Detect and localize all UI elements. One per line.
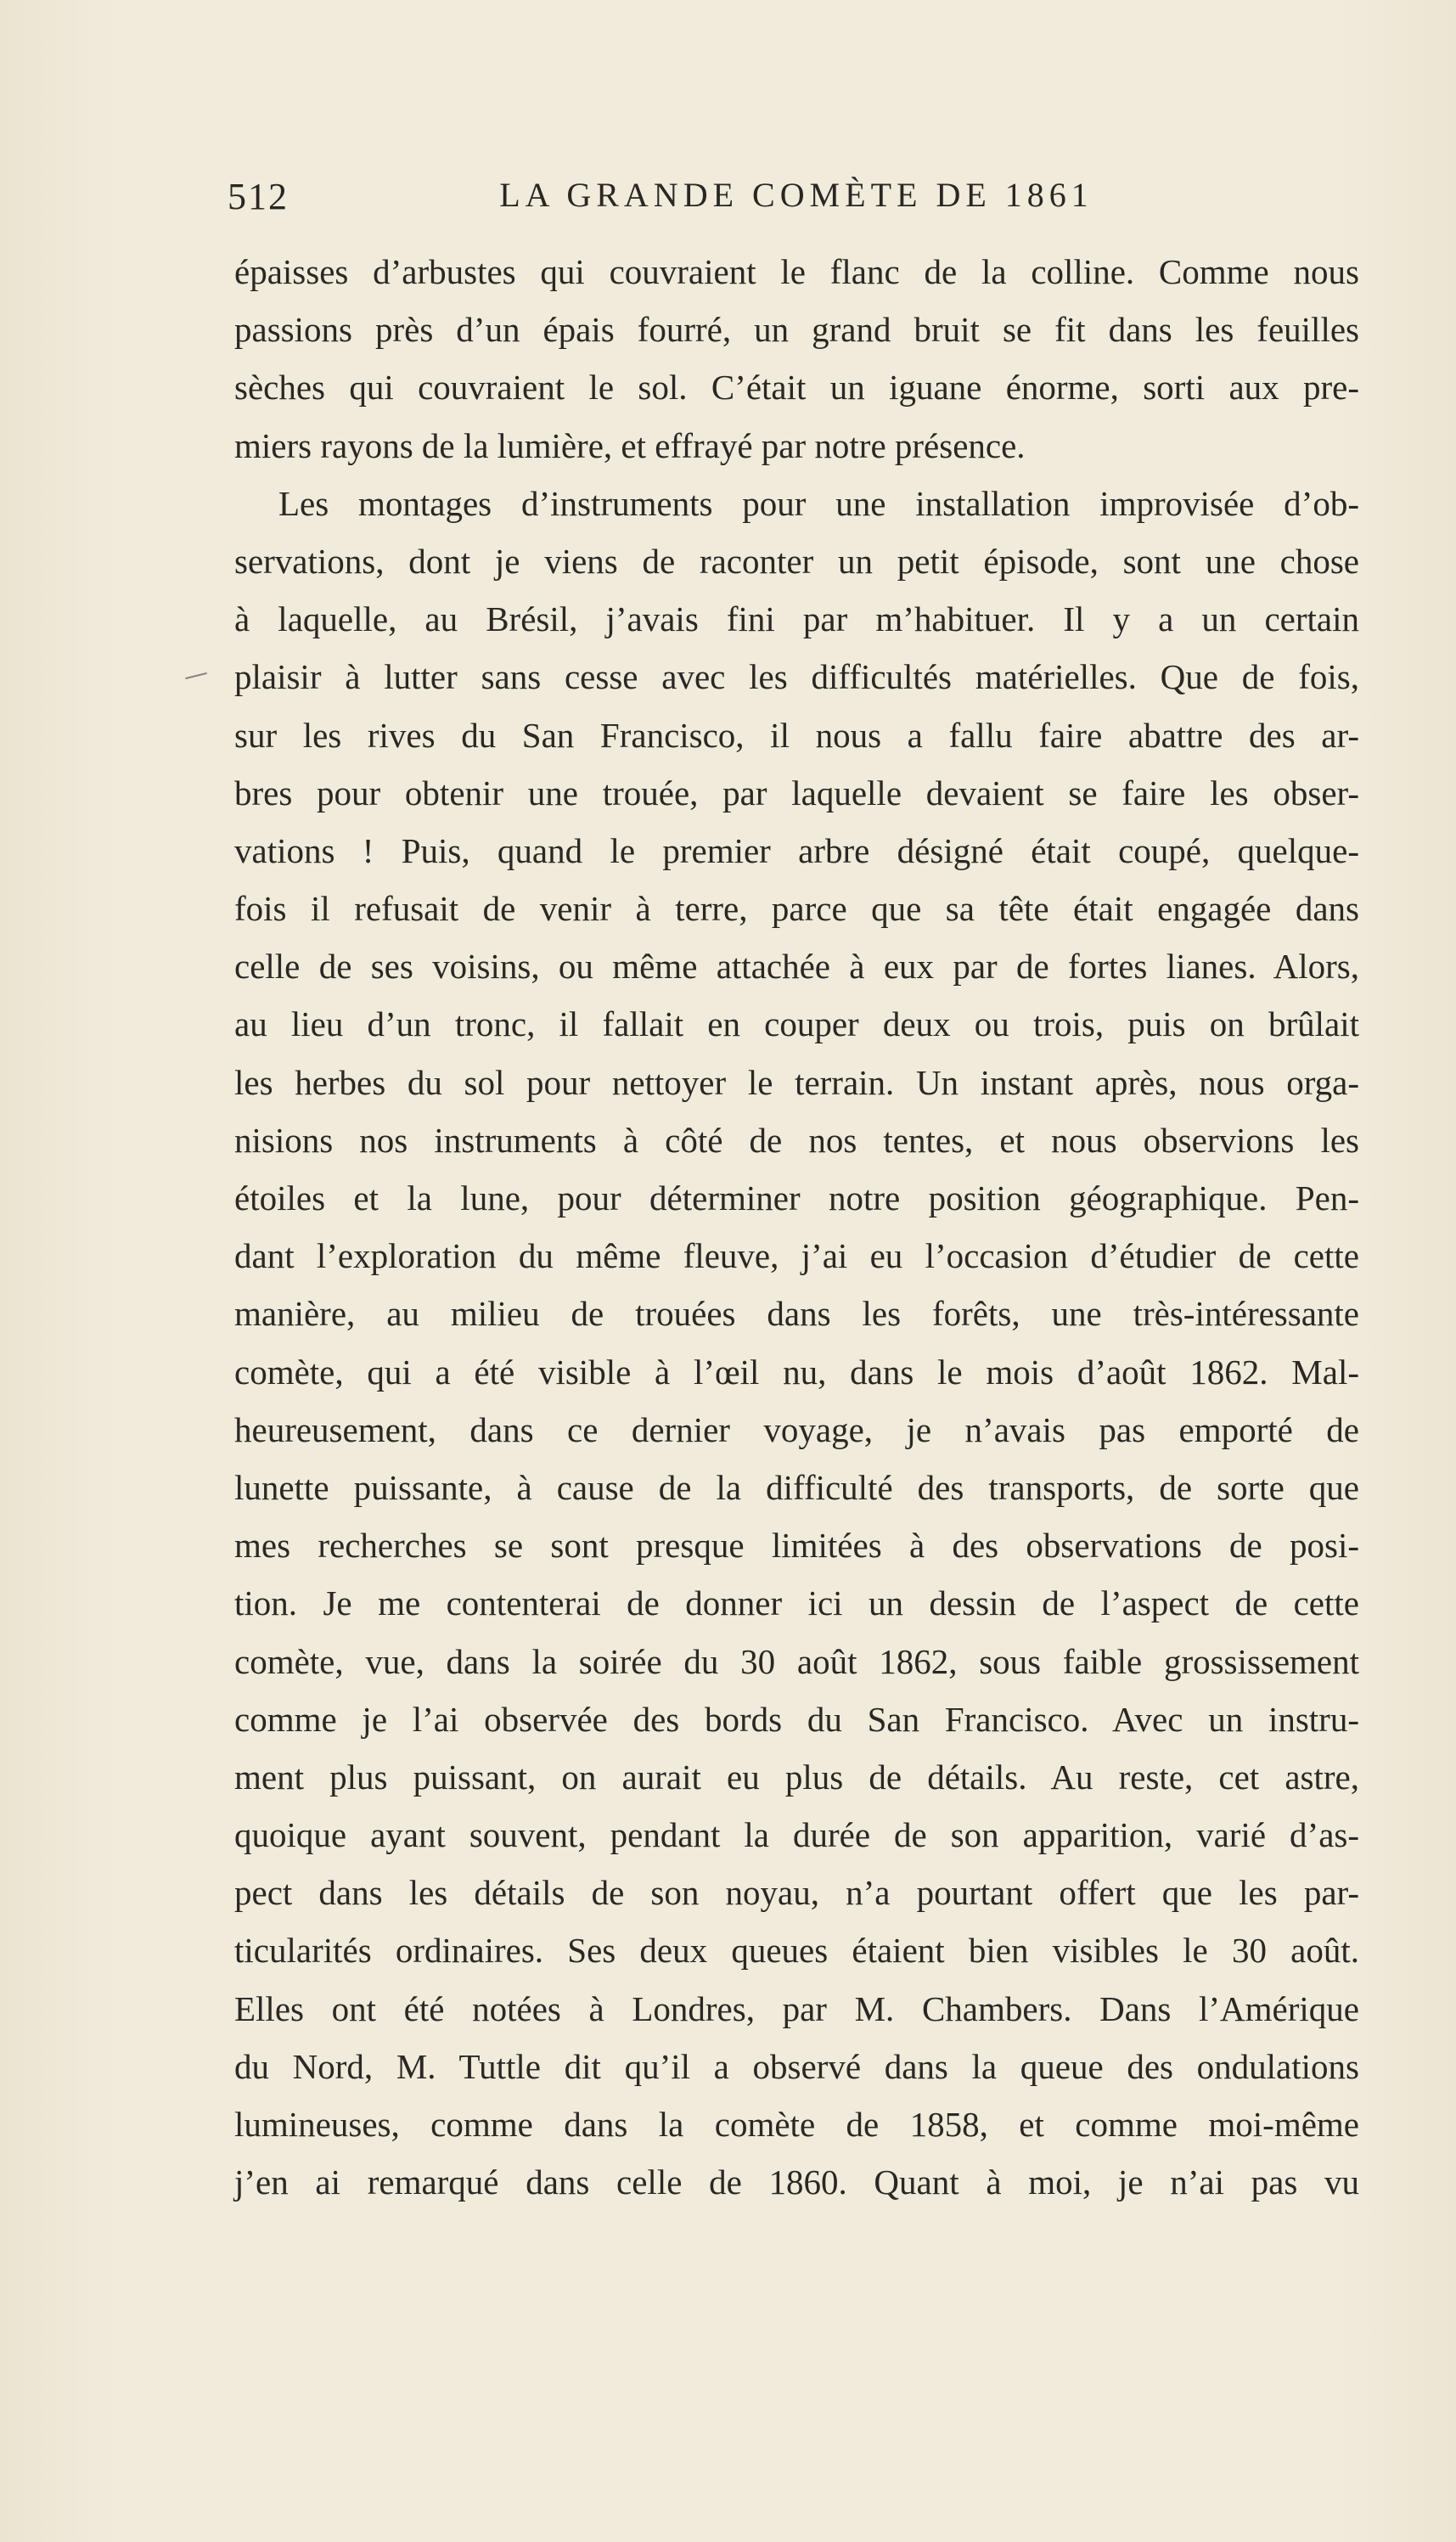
text-line: pect dans les détails de son noyau, n’a pourtant offert que les par- <box>234 1873 1359 1913</box>
text-line: quoique ayant souvent, pendant la durée de son apparition, varié d’as- <box>234 1815 1359 1855</box>
text-line: lunette puissante, à cause de la difficulté des transports, de sorte que <box>234 1467 1359 1507</box>
text-line: heureusement, dans ce dernier voyage, je n’avais pas emporté de <box>234 1409 1359 1449</box>
page-header <box>228 175 1365 226</box>
text-line: épaisses d’arbustes qui couvraient le flanc de la colline. Comme nous <box>234 252 1359 291</box>
text-line: comète, qui a été visible à l’œil nu, dans le mois d’août 1862. Mal- <box>234 1352 1359 1392</box>
text-line: sur les rives du San Francisco, il nous a fallu faire abattre des ar- <box>234 715 1359 755</box>
text-line: servations, dont je viens de raconter un petit épisode, sont une chose <box>234 541 1359 581</box>
text-line: vations ! Puis, quand le premier arbre désigné était coupé, quelque- <box>234 830 1359 870</box>
page-number: 512 <box>228 176 289 217</box>
text-line: ticularités ordinaires. Ses deux queues étaient bien visibles le 30 août. <box>234 1931 1359 1971</box>
body-text <box>234 243 1359 2211</box>
text-line: dant l’exploration du même fleuve, j’ai eu l’occasion d’étudier de cette <box>234 1236 1359 1276</box>
margin-mark <box>185 672 207 679</box>
text-line: nisions nos instruments à côté de nos tentes, et nous observions les <box>234 1120 1359 1160</box>
text-line: Elles ont été notées à Londres, par M. Chambers. Dans l’Amérique <box>234 1988 1359 2028</box>
text-line: étoiles et la lune, pour déterminer notre position géographique. Pen- <box>234 1178 1359 1218</box>
text-line: mes recherches se sont presque limitées à des observations de posi- <box>234 1526 1359 1566</box>
text-line: manière, au milieu de trouées dans les forêts, une très-intéressante <box>234 1294 1359 1334</box>
text-line: comète, vue, dans la soirée du 30 août 1862, sous faible grossissement <box>234 1641 1359 1681</box>
running-title: LA GRANDE COMÈTE DE 1861 <box>499 176 1093 214</box>
text-line: du Nord, M. Tuttle dit qu’il a observé dans la queue des ondulations <box>234 2046 1359 2086</box>
text-line: miers rayons de la lumière, et effrayé par notre présence. <box>234 425 1026 465</box>
text-line: bres pour obtenir une trouée, par laquelle devaient se faire les obser- <box>234 773 1359 813</box>
text-line: lumineuses, comme dans la comète de 1858, et comme moi-même <box>234 2105 1359 2144</box>
text-line: j’en ai remarqué dans celle de 1860. Quant à moi, je n’ai pas vu <box>234 2162 1359 2202</box>
text-line: sèches qui couvraient le sol. C’était un iguane énorme, sorti aux pre- <box>234 368 1359 408</box>
text-line: passions près d’un épais fourré, un grand bruit se fit dans les feuilles <box>234 310 1359 350</box>
text-line: les herbes du sol pour nettoyer le terrain. Un instant après, nous orga- <box>234 1062 1359 1102</box>
text-line: ment plus puissant, on aurait eu plus de détails. Au reste, cet astre, <box>234 1757 1359 1797</box>
text-line: celle de ses voisins, ou même attachée à eux par de fortes lianes. Alors, <box>234 947 1359 987</box>
text-line: au lieu d’un tronc, il fallait en couper deux ou trois, puis on brûlait <box>234 1004 1359 1044</box>
text-line: Les montages d’instruments pour une installation improvisée d’ob- <box>278 483 1359 523</box>
text-line: comme je l’ai observée des bords du San Francisco. Avec un instru- <box>234 1699 1359 1739</box>
text-line: tion. Je me contenterai de donner ici un dessin de l’aspect de cette <box>234 1583 1359 1623</box>
text-line: à laquelle, au Brésil, j’avais fini par m’habituer. Il y a un certain <box>234 599 1359 639</box>
text-line: fois il refusait de venir à terre, parce que sa tête était engagée dans <box>234 889 1359 929</box>
text-line: plaisir à lutter sans cesse avec les difficultés matérielles. Que de fois, <box>234 657 1359 697</box>
